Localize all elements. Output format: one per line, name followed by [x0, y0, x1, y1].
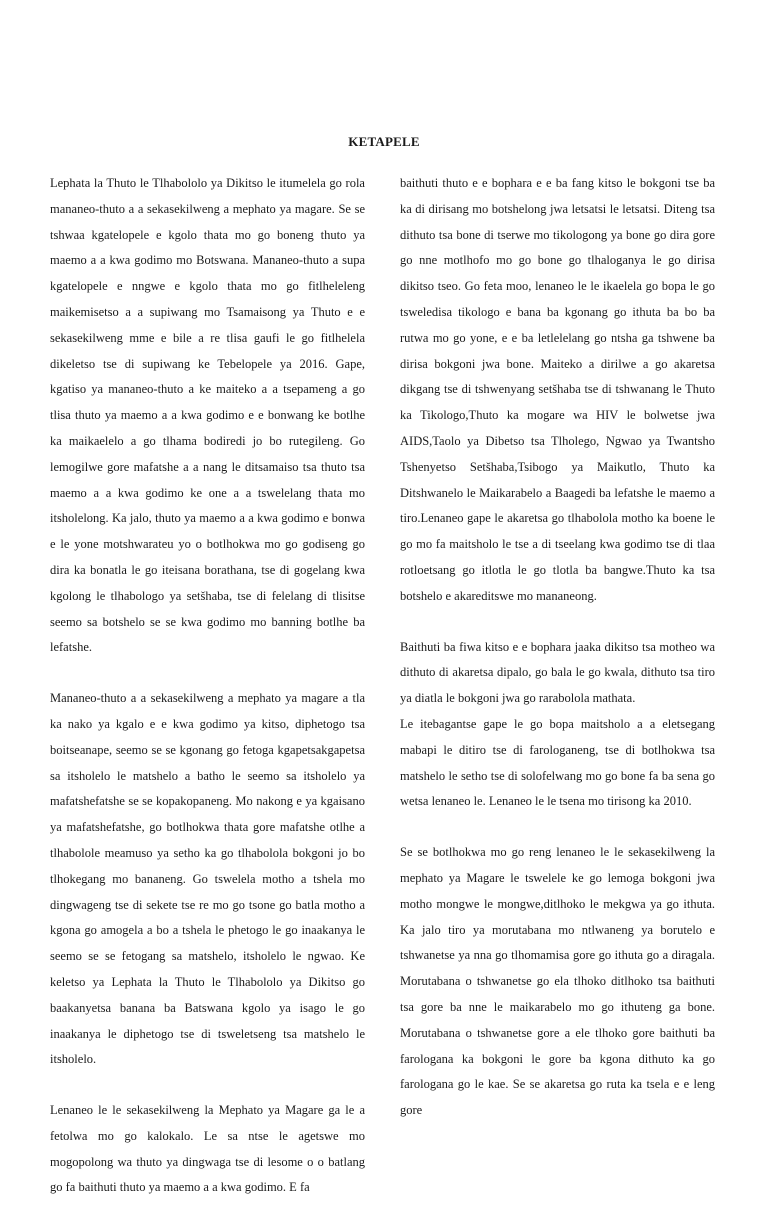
paragraph: Mananeo-thuto a a sekasekilweng a mephato ya magare a tla ka nako ya kgalo e e kwa godimo ya kitso, diphetogo tsa boitseanape, seemo se se kgonang go fetoga kgapetsakgapetsa sa itsholelo le matshelo a batho le seemo sa itsholelo ya mafatshefatshe se se kopakopaneng. Mo nakong e ya kgaisano ya mafatshefatshe, go botlhokwa thata gore mafatshe otlhe a tlhabolole meamuso ya setho ka go tlhabolola bokgoni jo bo tlhokegang mo bananeng. Go tswelela motho a tshela mo dingwageng tse di sekete tse re mo go tsone go batla motho a kgona go amogela a bo a tshela le phetogo le go inaakanya le seemo se se fetogang sa matshelo, itsholelo le ngwao. Ke keletso ya Lephata la Thuto le Tlhabololo ya Dikitso go baakanyetsa banana ba Batswana kgolo ya isago le go inaakanya le diphetogo tse di tsweletseng tsa matshelo le itsholelo. [50, 691, 365, 1067]
right-column [400, 171, 715, 1149]
paragraph: Le itebagantse gape le go bopa maitsholo a a eletsegang mabapi le ditiro tse di farologaneng, tse di botlhokwa tsa matshelo le setho tse di solofelwang mo go bone fa ba sena go wetsa lenaneo le. Lenaneo le le tsena mo tirisong ka 2010. [400, 716, 715, 809]
paragraph: Lephata la Thuto le Tlhabololo ya Dikitso le itumelela go rola mananeo-thuto a a sekasekilweng a mephato ya magare. Se se tshwaa kgatelopele e kgolo thata mo go boneng thuto ya maemo a a kwa godimo mo Botswana. Mananeo-thuto a supa kgatelopele e nngwe e kgolo thata mo go fitlheleleng maikemisetso a a supiwang mo Tsamaisong ya Thuto e e sekasekilweng mme e bile a re tlisa gaufi le go fitlhelela dikeletso tse di supiwang ke Tebelopele ya 2016. Gape, kgatiso ya mananeo-thuto a ke maiteko a a tsepameng a go tlisa thuto ya maemo a a kwa godimo e e bonwang ke botlhe ka maikaelelo a go tlhama bodiredi jo bo rutegileng. Go lemogilwe gore mafatshe a a nang le ditsamaiso tsa thuto tsa maemo a a kwa godimo ke one a a tswelelang thata mo itsholelong. Ka jalo, thuto ya maemo a a kwa godimo e bonwa e le yone motshwarateu yo o botlhokwa mo go godiseng go dira ka bonatla le go iteisana borathana, tse di gogelang kwa kgolong le tlhabologo ya setšhaba, tse di felelang di tlisitse seemo sa botshelo se se kwa godimo mo banning botlhe ba lefatshe. [50, 176, 365, 655]
paragraph: baithuti thuto e e bophara e e ba fang kitso le bokgoni tse ba ka di dirisang mo botshelong jwa letsatsi le letsatsi. Diteng tsa dithuto tsa bone di tserwe mo tikologong ya bone go dira gore go nne motlhofo mo go bone go tlhaloganya le go dirisa dikitso tseo. Go feta moo, lenaneo le le ikaelela go bopa le go tsweledisa tikologo e bana ba kgonang go ithuta ba bo ba rutwa mo go yone, e e ba letlelelang go ntsha ga tshwene ba dirisa bokgoni jwa bone. Maiteko a dirilwe a go akaretsa dikgang tse di tshwenyang setšhaba tse di tshwanang le Thuto ka Tikologo,Thuto ka mogare wa HIV le bolwetse jwa AIDS,Taolo ya Dibetso tsa Tlholego, Ngwao ya Twantsho Tshenyetso Setšhaba,Tsibogo ya Maikutlo, Thuto ka Ditshwanelo le Maikarabelo a Baagedi ba lefatshe le maemo a tiro.Lenaneo gape le akaretsa go tlhabolola motho ka boene le go mo fa maitsholo le tse a di tseelang kwa godimo tse di tlaa rotloetsang go itlotla le go tlotla ba bangwe.Thuto ka tsa botshelo e akareditswe mo mananeong. [400, 176, 715, 603]
page-title: KETAPELE [348, 134, 420, 149]
paragraph: Lenaneo le le sekasekilweng la Mephato ya Magare ga le a fetolwa mo go kalokalo. Le sa ntse le agetswe mo mogopolong wa thuto ya dingwaga tse di lesome o o batlang go fa baithuti thuto ya maemo a a kwa godimo. E fa [50, 1103, 365, 1195]
paragraph: Baithuti ba fiwa kitso e e bophara jaaka dikitso tsa motheo wa dithuto di akaretsa dipalo, go bala le go kwala, dithuto tsa tiro ya diatla le bokgoni jwa go rarabolola mathata. [400, 639, 715, 706]
left-column [50, 171, 365, 1226]
paragraph: Se se botlhokwa mo go reng lenaneo le le sekasekilweng la mephato ya Magare le tswelele ke go lemoga bokgoni jwa motho mongwe le mongwe,ditlhoko le mekgwa ya go ithuta. Ka jalo tiro ya morutabana mo ntlwaneng ya borutelo e tshwanetse ya nna go tlhomamisa gore go ithuta go a diragala. Morutabana o tshwanetse go ela tlhoko ditlhoko tsa baithuti tsa gore ba nne le maikarabelo mo go ithuteng ga bone. Morutabana o tshwanetse gore a ele tlhoko gore baithuti ba farologana ka bokgoni le gore ba kgona dithuto ka go farologana go le kae. Se se akaretsa go ruta ka tsela e e leng gore [400, 845, 715, 1118]
